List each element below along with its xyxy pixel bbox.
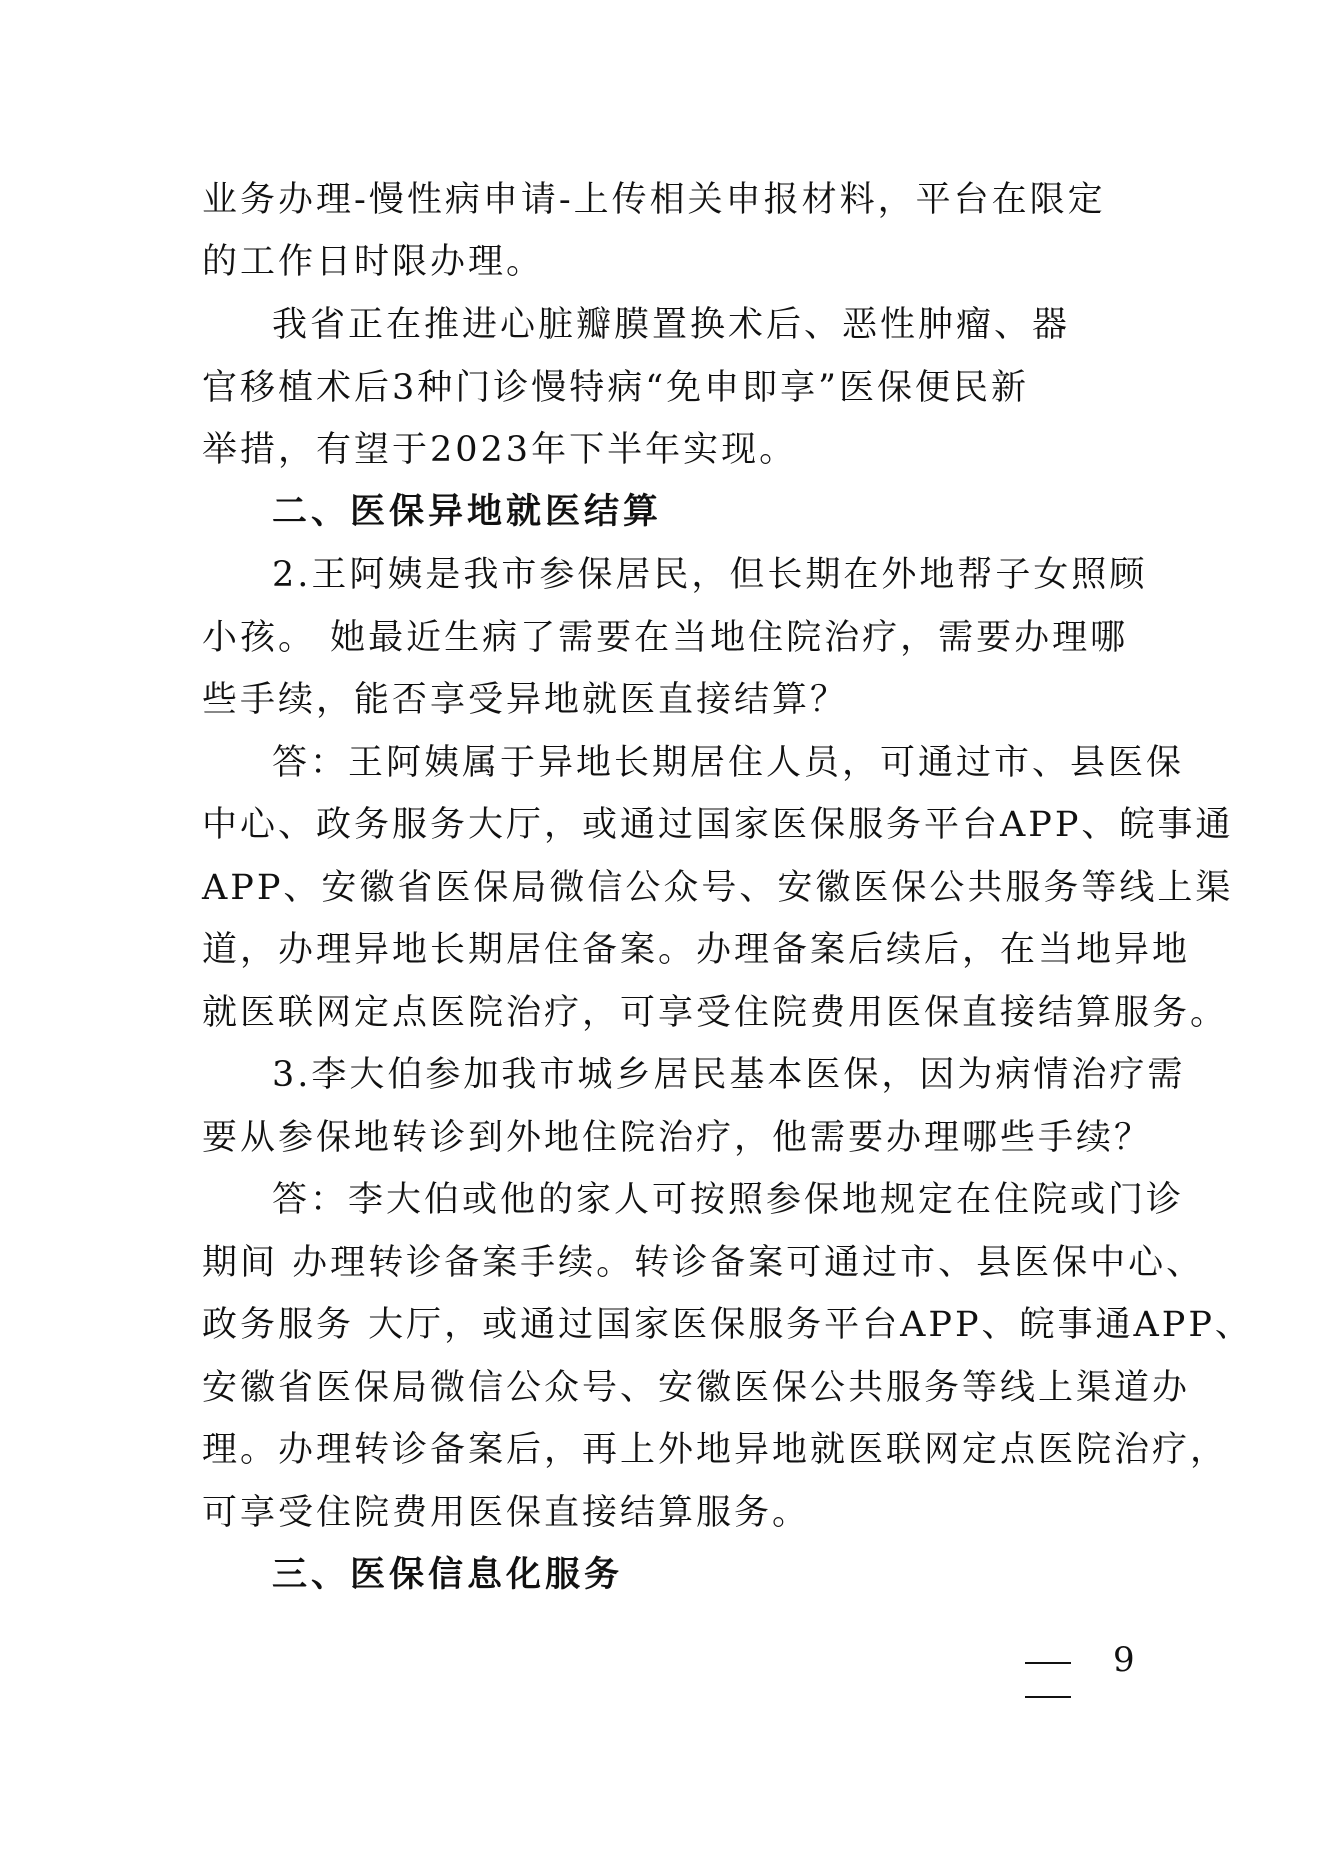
text-line: APP、安徽省医保局微信公众号、安徽医保公共服务等线上渠: [202, 868, 1234, 908]
text-line: 安徽省医保局微信公众号、安徽医保公共服务等线上渠道办: [202, 1368, 1191, 1408]
text-line: 3.李大伯参加我市城乡居民基本医保，因为病情治疗需: [272, 1055, 1186, 1095]
text-line: 答：李大伯或他的家人可按照参保地规定在住院或门诊: [272, 1180, 1185, 1220]
text-line: 理。办理转诊备案后，再上外地异地就医联网定点医院治疗，: [202, 1430, 1229, 1470]
text-line: 业务办理-慢性病申请-上传相关申报材料，平台在限定: [202, 180, 1106, 220]
text-line: 2.王阿姨是我市参保居民，但长期在外地帮子女照顾: [272, 555, 1148, 595]
text-line: 我省正在推进心脏瓣膜置换术后、恶性肿瘤、器: [272, 305, 1071, 345]
text-line: 举措，有望于2023年下半年实现。: [202, 430, 798, 470]
section-heading: 三、医保信息化服务: [272, 1555, 624, 1595]
text-line: 期间 办理转诊备案手续。转诊备案可通过市、县医保中心、: [202, 1243, 1205, 1283]
text-line: 可享受住院费用医保直接结算服务。: [202, 1493, 811, 1533]
text-line: 中心、政务服务大厅，或通过国家医保服务平台APP、皖事通: [202, 805, 1234, 845]
text-line: 的工作日时限办理。: [202, 242, 545, 282]
page-number-value: 9: [1113, 1640, 1135, 1680]
page-number-dash: [1025, 1696, 1071, 1698]
section-heading: 二、医保异地就医结算: [272, 492, 663, 532]
text-line: 些手续，能否享受异地就医直接结算？: [202, 680, 849, 720]
text-line: 政务服务 大厅，或通过国家医保服务平台APP、皖事通APP、: [202, 1305, 1253, 1345]
text-line: 要从参保地转诊到外地住院治疗，他需要办理哪些手续？: [202, 1118, 1153, 1158]
page-number: [1025, 1640, 1135, 1700]
text-line: 答：王阿姨属于异地长期居住人员，可通过市、县医保: [272, 743, 1185, 783]
page-number-dash: [1025, 1662, 1071, 1664]
text-line: 道，办理异地长期居住备案。办理备案后续后，在当地异地: [202, 930, 1191, 970]
text-line: 小孩。 她最近生病了需要在当地住院治疗，需要办理哪: [202, 618, 1129, 658]
text-line: 就医联网定点医院治疗，可享受住院费用医保直接结算服务。: [202, 993, 1229, 1033]
text-line: 官移植术后3种门诊慢特病“免申即享”医保便民新: [202, 368, 1030, 408]
